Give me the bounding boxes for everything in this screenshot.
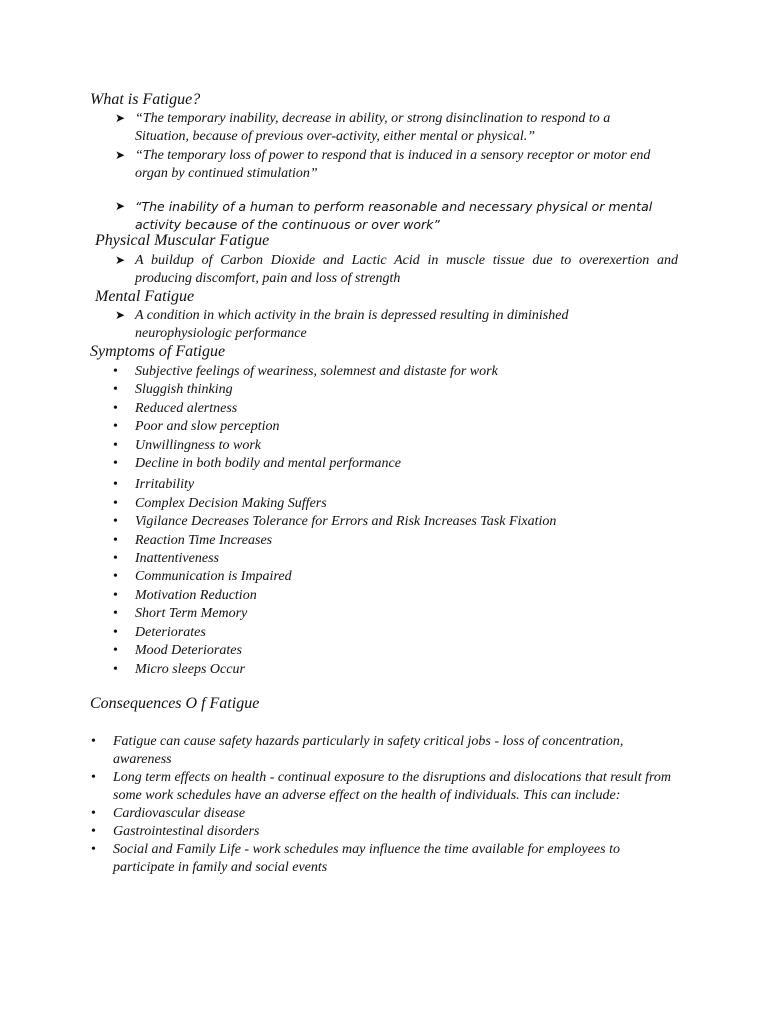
- arrow-bullet-icon: ➤: [115, 148, 126, 162]
- bullet-dot-icon: •: [113, 456, 118, 472]
- bullet-dot-icon: •: [113, 514, 118, 530]
- bullet-dot-icon: •: [113, 624, 118, 640]
- definition-item: ➤ “The inability of a human to perform reasonable and necessary physical or mental activity because of the continuous or over work”: [115, 199, 653, 232]
- symptom-item: • Irritability: [135, 476, 695, 494]
- consequence-item: • Social and Family Life - work schedules may influence the time available for employees to participate in family and social events: [91, 842, 620, 875]
- symptom-item: • Inattentiveness: [135, 550, 695, 568]
- bullet-dot-icon: •: [113, 606, 118, 622]
- symptom-item: • Reduced alertness: [135, 400, 695, 418]
- bullet-dot-icon: •: [113, 495, 118, 511]
- symptom-item: • Unwillingness to work: [135, 437, 695, 455]
- symptom-item: • Short Term Memory: [135, 605, 695, 623]
- definition-item: ➤ “The temporary loss of power to respond that is induced in a sensory receptor or motor end organ by continued stimulation”: [115, 148, 651, 181]
- symptoms-list: [113, 363, 695, 679]
- bullet-dot-icon: •: [113, 569, 118, 585]
- consequence-item: • Gastrointestinal disorders: [91, 824, 260, 839]
- arrow-bullet-icon: ➤: [115, 111, 126, 125]
- symptom-item: • Sluggish thinking: [135, 381, 695, 399]
- bullet-dot-icon: •: [113, 419, 118, 435]
- arrow-bullet-icon: ➤: [115, 308, 126, 322]
- symptom-item: • Micro sleeps Occur: [135, 661, 695, 679]
- bullet-dot-icon: •: [113, 382, 118, 398]
- bullet-dot-icon: •: [113, 400, 118, 416]
- arrow-bullet-icon: ➤: [115, 199, 126, 213]
- bullet-dot-icon: •: [113, 661, 118, 677]
- bullet-dot-icon: •: [113, 532, 118, 548]
- bullet-dot-icon: •: [91, 806, 96, 821]
- consequence-item: • Long term effects on health - continual exposure to the disruptions and dislocations that result from some work schedules have an adverse effect on the health of individuals. This can include:: [91, 770, 672, 803]
- consequences-list: [91, 733, 673, 877]
- symptom-item: • Motivation Reduction: [135, 587, 695, 605]
- symptom-item: • Subjective feelings of weariness, solemnest and distaste for work: [135, 363, 695, 381]
- heading-consequences: Consequences O f Fatigue: [90, 695, 260, 712]
- bullet-dot-icon: •: [91, 842, 96, 857]
- symptom-item: • Complex Decision Making Suffers: [135, 495, 695, 513]
- heading-physical-fatigue: Physical Muscular Fatigue: [95, 232, 270, 249]
- symptom-item: • Mood Deteriorates: [135, 642, 695, 660]
- symptom-item: • Vigilance Decreases Tolerance for Errors and Risk Increases Task Fixation: [135, 513, 695, 531]
- bullet-dot-icon: •: [91, 824, 96, 839]
- bullet-dot-icon: •: [113, 364, 118, 379]
- consequence-item: • Fatigue can cause safety hazards particularly in safety critical jobs - loss of concentration, awareness: [91, 734, 624, 767]
- bullet-dot-icon: •: [113, 551, 118, 567]
- arrow-bullet-icon: ➤: [115, 253, 126, 267]
- symptom-item: • Deteriorates: [135, 624, 695, 642]
- definition-list: [115, 110, 655, 233]
- heading-what-is-fatigue: What is Fatigue?: [90, 91, 201, 108]
- bullet-dot-icon: •: [113, 587, 118, 603]
- definition-item: ➤ “The temporary inability, decrease in ability, or strong disinclination to respond to a Situation, because of previous over-activity, either mental or physical.”: [115, 111, 611, 144]
- heading-symptoms: Symptoms of Fatigue: [90, 343, 226, 360]
- bullet-dot-icon: •: [113, 643, 118, 659]
- bullet-dot-icon: •: [91, 734, 96, 749]
- bullet-dot-icon: •: [91, 770, 96, 785]
- bullet-dot-icon: •: [113, 477, 118, 493]
- heading-mental-fatigue: Mental Fatigue: [95, 288, 195, 305]
- mental-list: [115, 307, 635, 342]
- symptom-item: • Communication is Impaired: [135, 568, 695, 586]
- consequence-item: • Cardiovascular disease: [91, 806, 246, 821]
- symptom-item: • Reaction Time Increases: [135, 532, 695, 550]
- physical-item: ➤ A buildup of Carbon Dioxide and Lactic Acid in muscle tissue due to overexertion and producing discomfort, pain and loss of strength: [115, 253, 678, 286]
- bullet-dot-icon: •: [113, 437, 118, 453]
- mental-item: ➤ A condition in which activity in the brain is depressed resulting in diminished neurophysiologic performance: [115, 308, 569, 341]
- symptom-item: • Decline in both bodily and mental performance: [135, 455, 695, 473]
- physical-list: [115, 252, 678, 287]
- symptom-item: • Poor and slow perception: [135, 418, 695, 436]
